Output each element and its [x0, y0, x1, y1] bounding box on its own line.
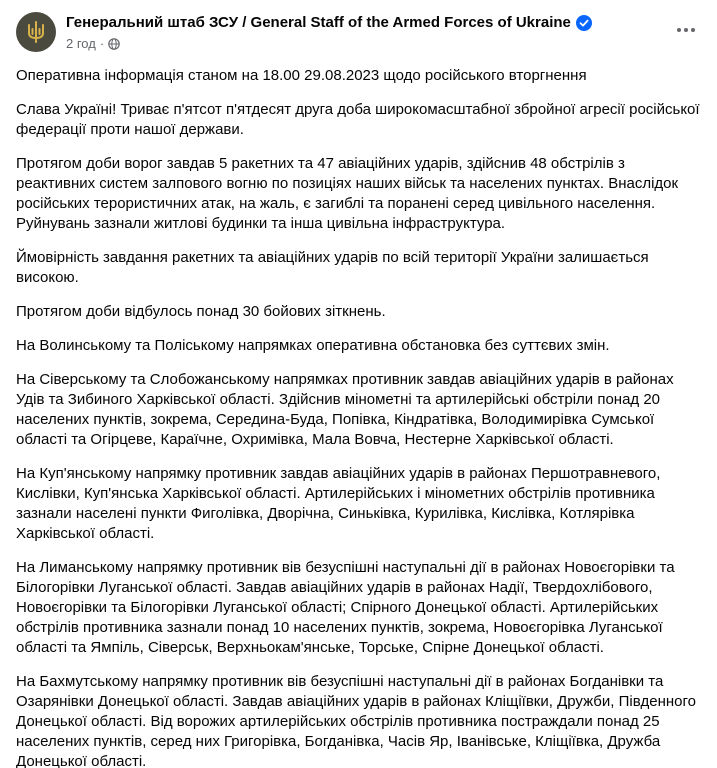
post-paragraph: Протягом доби відбулось понад 30 бойових зіткнень.	[16, 303, 386, 320]
more-dot	[684, 28, 688, 32]
author-name-text[interactable]: Генеральний штаб ЗСУ / General Staff of the Armed Forces of Ukraine	[66, 14, 571, 31]
post-paragraph: Ймовірність завдання ракетних та авіаційних ударів по всій території України залишається високою.	[16, 249, 649, 286]
more-dot	[677, 28, 681, 32]
post-paragraph: На Сіверському та Слобожанському напрямках противник завдав авіаційних ударів в районах Удів та Зибиного Харківської області. Здійснив мінометні та артилерійські обстріли понад 20 населених пунктів, зокрема, Середина-Буда, Попівка, Кіндратівка, Володимирівка Сумської області та Огірцеве, Караїчне, Охримівка, Мала Вовча, Нестерне Харківської області.	[16, 371, 674, 448]
post-paragraph: На Лиманському напрямку противник вів безуспішні наступальні дії в районах Новоєгорівки та Білогорівки Луганської області. Завдав авіаційних ударів в районах Надії, Твердохлібового, Новоєгорівки та Білогорівки Луганської області; Спірного Донецької області. Артилерійських обстрілів противника зазнали понад 10 населених пунктів, зокрема, Новоєгорівка Луганської області та Ямпіль, Сіверськ, Верхньокам'янське, Торське, Спірне Донецької області.	[16, 559, 675, 656]
post-paragraph: Протягом доби ворог завдав 5 ракетних та 47 авіаційних ударів, здійснив 48 обстрілів з реактивних систем залпового вогню по позиціях наших військ та населених пунктах. Внаслідок російських терористичних атак, на жаль, є загиблі та поранені серед цивільного населення. Руйнувань зазнали житлові будинки та інша цивільна інфраструктура.	[16, 155, 679, 232]
post-paragraph: На Волинському та Поліському напрямках оперативна обстановка без суттєвих змін.	[16, 337, 610, 354]
more-options-icon[interactable]	[668, 18, 704, 42]
post-header	[16, 12, 706, 56]
post-meta	[66, 36, 120, 51]
post-body	[16, 66, 706, 768]
trident-emblem-icon	[24, 20, 48, 44]
verified-badge-icon	[576, 15, 592, 31]
globe-icon[interactable]	[108, 38, 120, 50]
meta-separator: ·	[99, 36, 105, 51]
post-paragraph: На Бахмутському напрямку противник вів безуспішні наступальні дії в районах Богданівки та Озарянівки Донецької області. Завдав авіаційних ударів в районах Кліщіївки, Дружби, Південного Донецької області. Від ворожих артилерійських обстрілів противника постраждали понад 25 населених пунктів, серед них Григорівка, Богданівка, Часів Яр, Іванівське, Кліщіївка, Дружба Донецької області.	[16, 673, 696, 768]
post-paragraph: Слава Україні! Триває п'ятсот п'ятдесят друга доба широкомасштабної збройної агресії російської федерації проти нашої держави.	[16, 101, 700, 138]
author-avatar[interactable]	[16, 12, 56, 52]
post-paragraph: Оперативна інформація станом на 18.00 29.08.2023 щодо російського вторгнення	[16, 67, 587, 84]
post-timestamp[interactable]: 2 год	[66, 36, 96, 51]
author-name[interactable]	[66, 14, 592, 31]
post-paragraph: На Куп'янському напрямку противник завдав авіаційних ударів в районах Першотравневого, Кислівки, Куп'янська Харківської області. Артилерійських і мінометних обстрілів противника зазнали населені пункти Фиголівка, Дворічна, Синьківка, Курилівка, Кислівка, Котлярівка Харківської області.	[16, 465, 661, 542]
more-dot	[691, 28, 695, 32]
